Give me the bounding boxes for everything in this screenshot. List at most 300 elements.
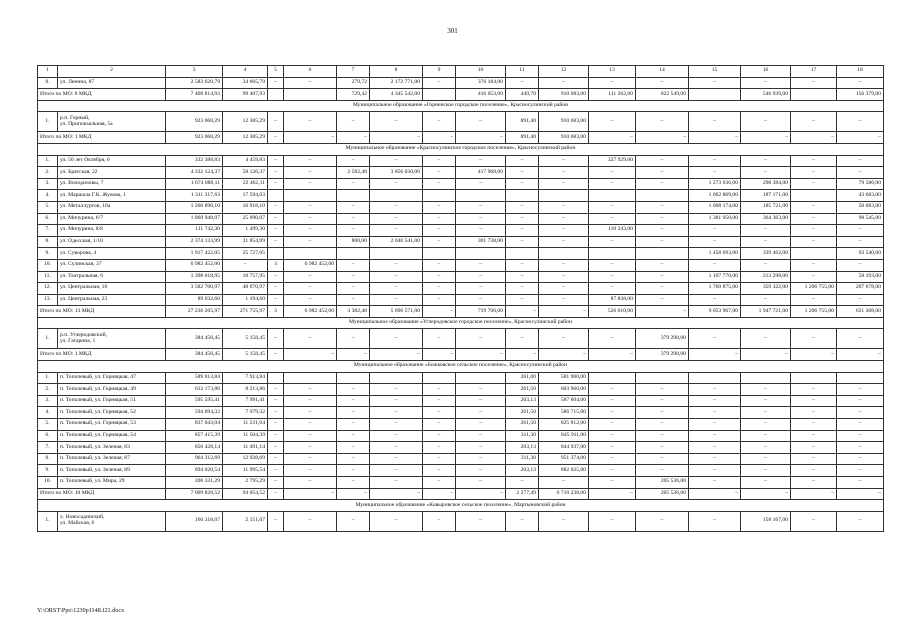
value-cell: 11 995,54 [223, 465, 268, 477]
subtotal-cell: – [370, 349, 423, 361]
value-cell: – [506, 77, 539, 89]
value-cell: 58 193,00 [837, 271, 884, 283]
value-cell: – [791, 167, 837, 179]
row-number: 10. [38, 259, 58, 271]
value-cell: – [636, 236, 689, 248]
value-cell: – [589, 178, 636, 190]
value-cell: – [337, 155, 370, 167]
value-cell: 203,13 [506, 442, 539, 454]
value-cell: – [268, 419, 284, 431]
subtotal-cell: – [423, 306, 456, 318]
value-cell: – [456, 419, 506, 431]
subtotal-row [38, 349, 884, 361]
value-cell: – [423, 167, 456, 179]
address-cell: х. Новосадинский, ул. Майская, 6 [58, 511, 166, 531]
value-cell: – [689, 112, 741, 132]
value-cell: 1 381 950,00 [689, 213, 741, 225]
value-cell [506, 248, 539, 260]
value-cell: 1 760 875,00 [689, 283, 741, 295]
value-cell: 882 025,00 [539, 465, 589, 477]
subtotal-cell: 94 054,52 [223, 488, 268, 500]
value-cell: 11 491,14 [223, 442, 268, 454]
subtotal-cell: 7 408 814,93 [166, 89, 223, 101]
value-cell: 612 173,86 [166, 384, 223, 396]
value-cell: – [539, 225, 589, 237]
value-cell: 384 456,45 [166, 329, 223, 349]
address-cell: ул. Театральная, 6 [58, 271, 166, 283]
value-cell: – [337, 419, 370, 431]
value-cell: 3 582 700,97 [166, 283, 223, 295]
table-row [38, 271, 884, 283]
value-cell: – [370, 477, 423, 489]
address-cell: ул. 50 лет Октября, 6 [58, 155, 166, 167]
value-cell: 261,00 [506, 372, 539, 384]
value-cell: – [268, 178, 284, 190]
subtotal-cell [284, 89, 337, 101]
address-cell: ул. Володиловы, 7 [58, 178, 166, 190]
subtotal-label: Итого по МО: 10 МКД [38, 488, 166, 500]
subtotal-cell: 449,70 [506, 89, 539, 101]
value-cell: 379 298,00 [636, 329, 689, 349]
value-cell [791, 372, 837, 384]
column-number: 10 [456, 66, 506, 78]
value-cell: – [284, 407, 337, 419]
subtotal-cell: – [741, 132, 791, 144]
address-cell: п. Тополевый, ул. Горняцкая, 49 [58, 384, 166, 396]
subtotal-cell: – [423, 132, 456, 144]
value-cell: – [506, 236, 539, 248]
value-cell: – [689, 477, 741, 489]
value-cell [837, 372, 884, 384]
subtotal-row [38, 89, 884, 101]
subtotal-cell: – [837, 349, 884, 361]
value-cell: – [337, 201, 370, 213]
column-number: 9 [423, 66, 456, 78]
value-cell: – [423, 453, 456, 465]
value-cell: – [268, 213, 284, 225]
subtotal-cell: 27 236 265,97 [166, 306, 223, 318]
value-cell: – [423, 283, 456, 295]
value-cell: – [837, 225, 884, 237]
value-cell: – [589, 271, 636, 283]
value-cell: – [741, 419, 791, 431]
value-cell: – [506, 178, 539, 190]
column-number: 14 [636, 66, 689, 78]
value-cell: – [741, 407, 791, 419]
value-cell: – [589, 511, 636, 531]
value-cell [539, 190, 589, 202]
value-cell: – [837, 155, 884, 167]
value-cell: – [837, 430, 884, 442]
subtotal-cell: – [370, 488, 423, 500]
value-cell: – [284, 453, 337, 465]
value-cell: – [456, 112, 506, 132]
value-cell: 8 213,86 [223, 384, 268, 396]
value-cell: – [741, 442, 791, 454]
row-number: 9. [38, 465, 58, 477]
value-cell: 910 683,00 [539, 112, 589, 132]
value-cell: – [741, 112, 791, 132]
value-cell: 89 032,60 [166, 294, 223, 306]
value-cell: – [689, 329, 741, 349]
value-cell: 364 363,00 [741, 213, 791, 225]
value-cell: – [589, 407, 636, 419]
value-cell: – [456, 442, 506, 454]
subtotal-cell: 7 009 828,52 [166, 488, 223, 500]
value-cell: 11 231,04 [223, 419, 268, 431]
value-cell: – [741, 259, 791, 271]
value-cell: 22 462,11 [223, 178, 268, 190]
address-cell: ул. Суворова, 4 [58, 248, 166, 260]
subtotal-cell: 891,40 [506, 132, 539, 144]
value-cell: – [837, 465, 884, 477]
value-cell: 110 243,00 [589, 225, 636, 237]
value-cell: 359 322,00 [741, 283, 791, 295]
value-cell: – [456, 407, 506, 419]
value-cell: – [539, 213, 589, 225]
value-cell: – [791, 294, 837, 306]
subtotal-cell: – [268, 488, 284, 500]
subtotal-cell: 6 710 238,00 [539, 488, 589, 500]
value-cell: 837 043,04 [166, 419, 223, 431]
value-cell: – [268, 225, 284, 237]
value-cell: 34 665,79 [223, 77, 268, 89]
value-cell [636, 190, 689, 202]
value-cell: – [456, 477, 506, 489]
value-cell: – [423, 225, 456, 237]
row-number: 1. [38, 372, 58, 384]
value-cell: – [589, 453, 636, 465]
value-cell: – [741, 329, 791, 349]
value-cell [506, 190, 539, 202]
address-cell: ул. Металлургов, 10а [58, 201, 166, 213]
value-cell: – [423, 201, 456, 213]
value-cell: – [689, 442, 741, 454]
value-cell: – [268, 294, 284, 306]
column-number: 11 [506, 66, 539, 78]
value-cell: – [539, 283, 589, 295]
value-cell: 311,30 [506, 453, 539, 465]
value-cell: – [337, 511, 370, 531]
value-cell: – [506, 477, 539, 489]
value-cell: – [791, 155, 837, 167]
value-cell: 332 388,83 [166, 155, 223, 167]
subtotal-cell: – [268, 132, 284, 144]
address-cell: п. Тополевый, ул. Горняцкая, 47 [58, 372, 166, 384]
subtotal-cell: – [423, 488, 456, 500]
value-cell: – [791, 395, 837, 407]
address-cell: ул. Мичурина, 6/7 [58, 213, 166, 225]
value-cell: 17 594,63 [223, 190, 268, 202]
address-cell: ул. Ленина, 87 [58, 77, 166, 89]
subtotal-cell: – [636, 132, 689, 144]
value-cell: – [791, 213, 837, 225]
value-cell: – [337, 213, 370, 225]
subtotal-cell: 271 755,97 [223, 306, 268, 318]
value-cell: 87 838,00 [589, 294, 636, 306]
subtotal-cell: 1 947 721,00 [741, 306, 791, 318]
value-cell: – [741, 465, 791, 477]
value-cell: – [284, 283, 337, 295]
value-cell: – [589, 465, 636, 477]
subtotal-cell: 9 053 967,00 [689, 306, 741, 318]
value-cell: 1 499,30 [223, 225, 268, 237]
value-cell: – [636, 225, 689, 237]
table-row [38, 236, 884, 248]
value-cell: – [456, 225, 506, 237]
value-cell: – [589, 213, 636, 225]
value-cell [337, 248, 370, 260]
value-cell: – [791, 430, 837, 442]
subtotal-label: Итого по МО: 8 МКД [38, 89, 166, 101]
value-cell: – [284, 442, 337, 454]
value-cell: – [837, 453, 884, 465]
value-cell: – [506, 155, 539, 167]
value-cell: – [268, 477, 284, 489]
value-cell: – [370, 442, 423, 454]
value-cell: 844 937,00 [539, 442, 589, 454]
row-number: 11. [38, 271, 58, 283]
row-number: 1. [38, 329, 58, 349]
value-cell: – [268, 407, 284, 419]
row-number: 13. [38, 294, 58, 306]
value-cell: – [423, 178, 456, 190]
value-cell: – [268, 442, 284, 454]
value-cell: – [689, 294, 741, 306]
value-cell [689, 372, 741, 384]
value-cell: 595 595,41 [166, 395, 223, 407]
column-number: 2 [58, 66, 166, 78]
value-cell: – [370, 453, 423, 465]
value-cell: – [456, 155, 506, 167]
value-cell: – [539, 259, 589, 271]
value-cell: – [284, 419, 337, 431]
value-cell: – [506, 213, 539, 225]
value-cell: – [284, 271, 337, 283]
value-cell: – [636, 419, 689, 431]
value-cell: 7 991,41 [223, 395, 268, 407]
value-cell: – [689, 259, 741, 271]
subtotal-cell: 631 308,00 [837, 306, 884, 318]
value-cell: – [689, 236, 741, 248]
value-cell [539, 248, 589, 260]
subtotal-cell: 2 277,49 [506, 488, 539, 500]
value-cell: – [284, 178, 337, 190]
address-cell: п. Тополевый, ул. Зеленая, 87 [58, 453, 166, 465]
value-cell [423, 248, 456, 260]
value-cell: – [539, 167, 589, 179]
value-cell: – [636, 178, 689, 190]
value-cell: 111 742,30 [166, 225, 223, 237]
value-cell: 98 545,00 [837, 213, 884, 225]
value-cell: – [741, 167, 791, 179]
subtotal-cell: – [456, 488, 506, 500]
value-cell: 3 [268, 259, 284, 271]
address-cell: ул. Братская, 22 [58, 167, 166, 179]
value-cell: – [370, 259, 423, 271]
value-cell [456, 372, 506, 384]
value-cell: 12 385,29 [223, 112, 268, 132]
value-cell: 48 070,97 [223, 283, 268, 295]
subtotal-cell: – [268, 349, 284, 361]
value-cell: – [791, 112, 837, 132]
value-cell: – [370, 213, 423, 225]
subtotal-cell: – [539, 306, 589, 318]
value-cell: – [268, 465, 284, 477]
value-cell [268, 372, 284, 384]
address-cell: ул. Сулинская, 37 [58, 259, 166, 271]
value-cell [589, 248, 636, 260]
value-cell: – [456, 213, 506, 225]
value-cell: – [589, 329, 636, 349]
value-cell: – [589, 112, 636, 132]
value-cell: – [370, 201, 423, 213]
value-cell: – [741, 225, 791, 237]
subtotal-cell: 923 068,29 [166, 132, 223, 144]
value-cell: – [539, 477, 589, 489]
value-cell: – [539, 201, 589, 213]
subtotal-cell: – [689, 488, 741, 500]
value-cell: – [456, 178, 506, 190]
value-cell: – [636, 453, 689, 465]
value-cell: – [284, 155, 337, 167]
table-row [38, 430, 884, 442]
subtotal-cell: 5 896 571,00 [370, 306, 423, 318]
value-cell: – [791, 419, 837, 431]
value-cell: – [370, 294, 423, 306]
address-cell: п. Тополевый, ул. Горняцкая, 54 [58, 430, 166, 442]
value-cell: 311,30 [506, 430, 539, 442]
value-cell: – [337, 329, 370, 349]
value-cell: – [837, 112, 884, 132]
subtotal-cell: – [791, 132, 837, 144]
value-cell: – [456, 395, 506, 407]
address-cell: ул. Одесская, 1/10 [58, 236, 166, 248]
value-cell [337, 190, 370, 202]
value-cell: – [636, 213, 689, 225]
value-cell: – [791, 77, 837, 89]
value-cell: 951 374,00 [539, 453, 589, 465]
value-cell: – [837, 477, 884, 489]
value-cell [268, 248, 284, 260]
subtotal-cell: – [689, 349, 741, 361]
table-row [38, 419, 884, 431]
value-cell: – [539, 329, 589, 349]
value-cell: – [284, 77, 337, 89]
value-cell: – [423, 465, 456, 477]
subtotal-cell: 99 407,93 [223, 89, 268, 101]
subtotal-label: Итого по МО: 1 МКД [38, 349, 166, 361]
value-cell: – [689, 407, 741, 419]
row-number: 6. [38, 430, 58, 442]
value-cell: – [689, 430, 741, 442]
value-cell: – [268, 236, 284, 248]
value-cell: 7 913,84 [223, 372, 268, 384]
table-row [38, 442, 884, 454]
value-cell: 891,40 [506, 112, 539, 132]
subtotal-cell: 546 939,00 [741, 89, 791, 101]
table-row [38, 178, 884, 190]
value-cell [284, 248, 337, 260]
value-cell: – [539, 271, 589, 283]
column-number: 15 [689, 66, 741, 78]
address-cell: р.п. Углеродовский, ул. Гагарина, 1 [58, 329, 166, 349]
subtotal-label: Итого по МО: 1 МКД [38, 132, 166, 144]
value-cell: – [589, 384, 636, 396]
value-cell: – [423, 477, 456, 489]
value-cell: – [506, 259, 539, 271]
column-number: 3 [166, 66, 223, 78]
page-number: 301 [447, 27, 458, 35]
column-number: 5 [268, 66, 284, 78]
file-path-footer: Y:\ORST\Ppo\1230p1148.f21.docx [37, 607, 125, 614]
address-cell: п. Тополевый, ул. Зеленая, 89 [58, 465, 166, 477]
municipality-heading: Муниципальное образование «Горненское городское поселение», Красносулинский район [38, 100, 884, 112]
value-cell: 856 428,14 [166, 442, 223, 454]
value-cell: – [370, 384, 423, 396]
subtotal-cell: 156 379,00 [837, 89, 884, 101]
value-cell: 339 462,00 [741, 248, 791, 260]
address-cell: п. Тополевый, ул. Мира, 29 [58, 477, 166, 489]
value-cell: – [370, 329, 423, 349]
value-cell: – [506, 511, 539, 531]
value-cell: 1 869 948,07 [166, 213, 223, 225]
value-cell: – [741, 155, 791, 167]
value-cell [636, 248, 689, 260]
value-cell: – [589, 201, 636, 213]
value-cell: – [456, 430, 506, 442]
value-cell: – [456, 329, 506, 349]
subtotal-cell: – [636, 306, 689, 318]
value-cell [636, 372, 689, 384]
value-cell: – [423, 77, 456, 89]
row-number: 7. [38, 442, 58, 454]
value-cell: 185 721,00 [741, 201, 791, 213]
value-cell: – [423, 442, 456, 454]
column-number: 12 [539, 66, 589, 78]
subtotal-cell: – [791, 488, 837, 500]
value-cell [741, 372, 791, 384]
column-number: 4 [223, 66, 268, 78]
value-cell: – [791, 329, 837, 349]
value-cell [268, 190, 284, 202]
value-cell: – [337, 442, 370, 454]
value-cell: – [837, 167, 884, 179]
value-cell [423, 372, 456, 384]
subtotal-cell: – [791, 349, 837, 361]
value-cell: – [689, 225, 741, 237]
value-cell: – [268, 511, 284, 531]
address-cell: п. Тополевый, ул. Горняцкая, 52 [58, 407, 166, 419]
value-cell [456, 190, 506, 202]
value-cell: – [284, 201, 337, 213]
value-cell: 376 184,00 [456, 77, 506, 89]
value-cell: 205 536,00 [636, 477, 689, 489]
subtotal-cell: – [456, 349, 506, 361]
value-cell: – [589, 167, 636, 179]
value-cell: – [837, 384, 884, 396]
value-cell [791, 248, 837, 260]
value-cell: – [370, 419, 423, 431]
value-cell: 2 583 620,79 [166, 77, 223, 89]
value-cell: – [268, 430, 284, 442]
value-cell: – [337, 465, 370, 477]
value-cell: – [370, 178, 423, 190]
value-cell: 7 979,32 [223, 407, 268, 419]
value-cell: – [268, 384, 284, 396]
value-cell: – [837, 77, 884, 89]
value-cell: 6 982 452,00 [166, 259, 223, 271]
